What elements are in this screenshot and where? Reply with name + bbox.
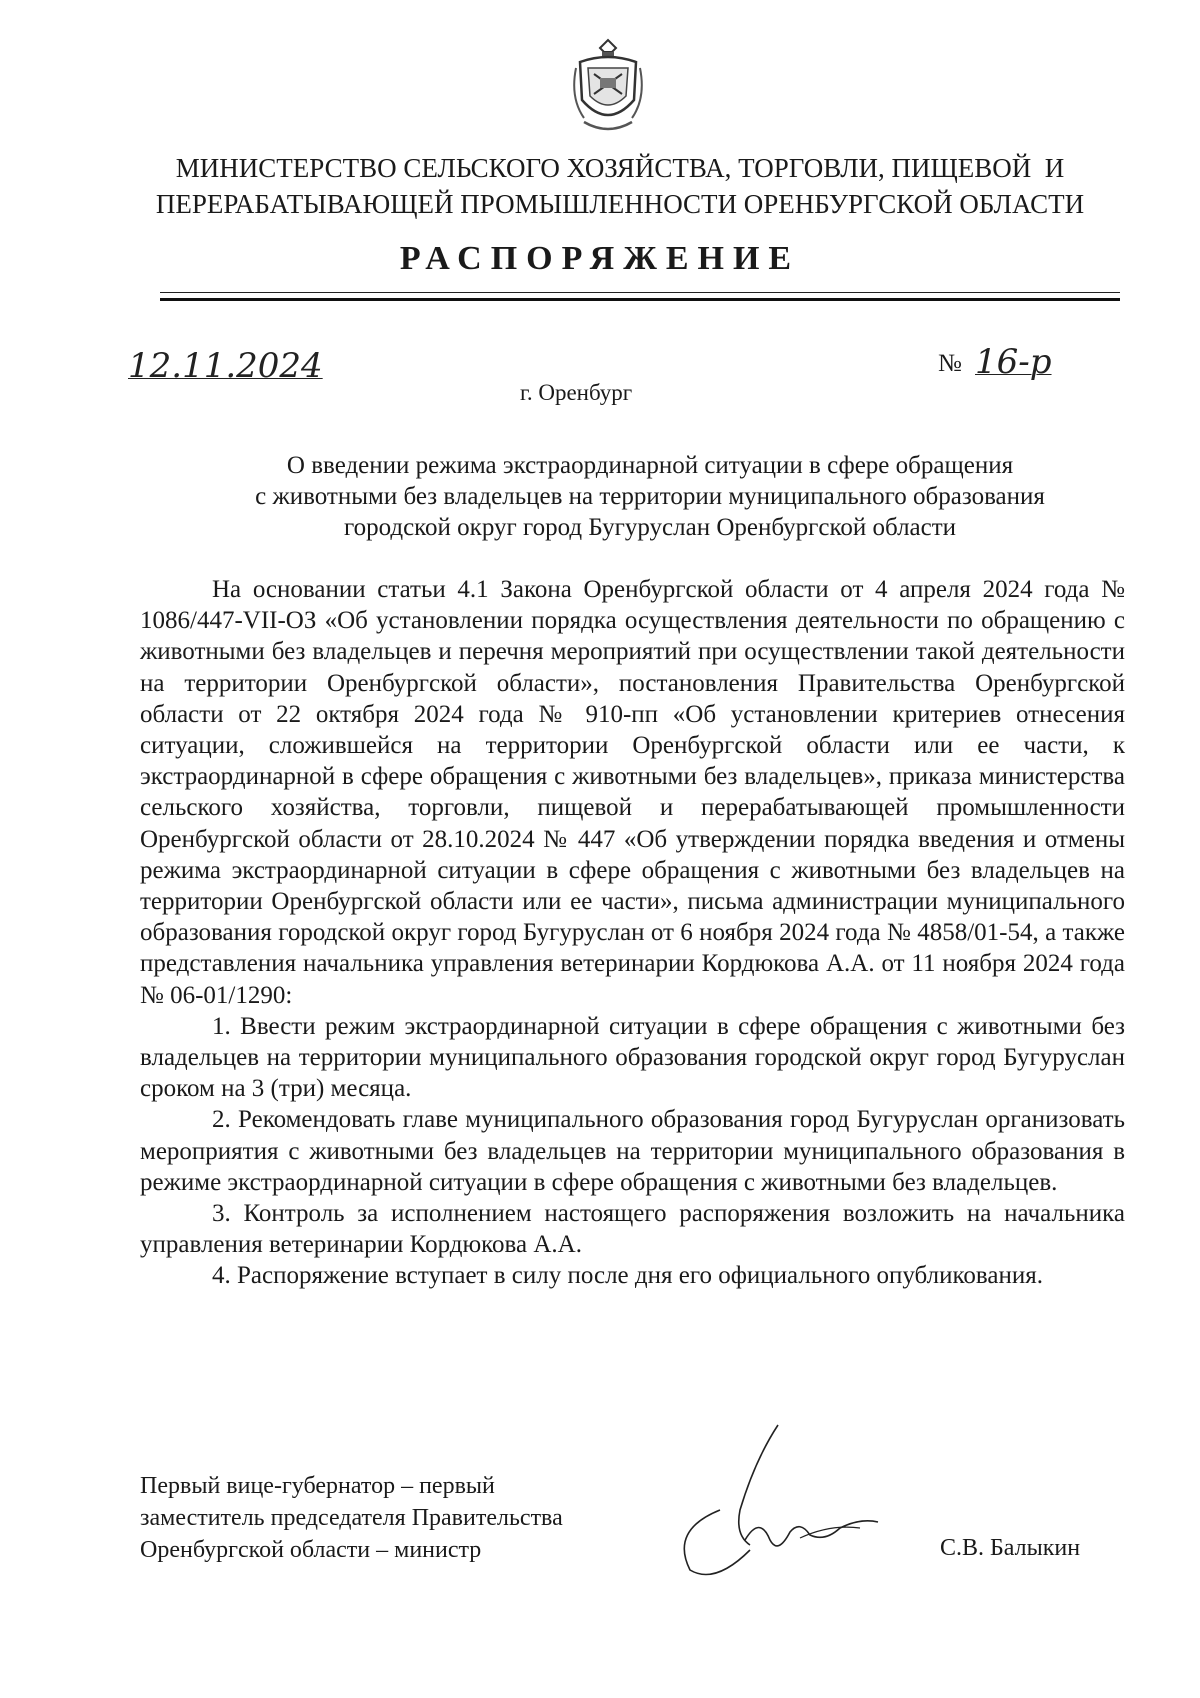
order-item-3: 3. Контроль за исполнением настоящего распоряжения возложить на начальника управления ветеринарии Кордюкова А.А.	[140, 1200, 1125, 1259]
document-type-title: РАСПОРЯЖЕНИЕ	[399, 240, 801, 277]
coat-of-arms-icon	[570, 38, 646, 138]
signatory-name: С.В. Балыкин	[940, 1535, 1081, 1561]
handwritten-date: 12.11.2024	[128, 346, 323, 386]
order-item-2: 2. Рекомендовать главе муниципального образования город Бугуруслан организовать мероприятия с животными без владельцев на территории муниципального образования в режиме экстраординарной ситуации в сфере обращения с животными без владельцев.	[140, 1106, 1125, 1196]
subject-line-3: городской округ город Бугуруслан Оренбургской области	[343, 514, 957, 541]
subject-line-2: с животными без владельцев на территории муниципального образования	[255, 483, 1045, 510]
ministry-name	[100, 150, 1140, 222]
signatory-role-line-1: Первый вице-губернатор – первый	[140, 1473, 495, 1499]
order-item-1: 1. Ввести режим экстраординарной ситуации в сфере обращения с животными без владельцев на территории муниципального образования городской округ город Бугуруслан сроком на 3 (три) месяца.	[140, 1012, 1125, 1103]
ministry-line-1: МИНИСТЕРСТВО СЕЛЬСКОГО ХОЗЯЙСТВА, ТОРГОВЛИ, ПИЩЕВОЙ И	[175, 153, 1065, 183]
preamble-paragraph: На основании статьи 4.1 Закона Оренбургской области от 4 апреля 2024 года № 1086/447-VII-ОЗ «Об установлении порядка осуществления деятельности по обращению с животными без владельцев и перечня мероприятий при осуществлении такой деятельности на территории Оренбургской области», постановления Правительства Оренбургской области от 22 октября 2024 года № 910-пп «Об установлении критериев отнесения ситуации, сложившейся на территории Оренбургской области или ее части, к экстраординарной в сфере обращения с животными без владельцев», приказа министерства сельского хозяйства, торговли, пищевой и перерабатывающей промышленности Оренбургской области от 28.10.2024 № 447 «Об утверждении порядка введения и отмены режима экстраординарной ситуации в сфере обращения с животными без владельцев на территории Оренбургской области или ее части», письма администрации муниципального образования городской округ город Бугуруслан от 6 ноября 2024 года № 4858/01-54, а также представления начальника управления ветеринарии Кордюкова А.А. от 11 ноября 2024 года № 06-01/1290:	[140, 576, 1125, 1009]
handwritten-number: 16-р	[975, 342, 1052, 382]
city: г. Оренбург	[520, 380, 633, 405]
number-label: №	[938, 350, 962, 377]
subject-line-1: О введении режима экстраординарной ситуации в сфере обращения	[286, 452, 1014, 479]
document-body	[140, 574, 1125, 1292]
signatory-role-line-3: Оренбургской области – министр	[140, 1537, 482, 1563]
header-rule-thick	[160, 298, 1120, 301]
signatory-role-line-2: заместитель председателя Правительства	[140, 1505, 563, 1531]
signatory-role	[140, 1470, 563, 1566]
order-item-4: 4. Распоряжение вступает в силу после дня его официального опубликования.	[212, 1262, 1043, 1290]
document-subject	[150, 450, 1150, 543]
ministry-line-2: ПЕРЕРАБАТЫВАЮЩЕЙ ПРОМЫШЛЕННОСТИ ОРЕНБУРГСКОЙ ОБЛАСТИ	[155, 189, 1085, 219]
header-rule-thin	[160, 292, 1120, 293]
handwritten-signature-icon	[660, 1420, 890, 1590]
